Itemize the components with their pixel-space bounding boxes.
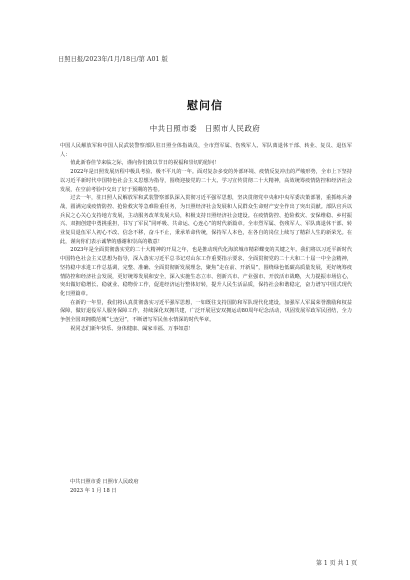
letter-sender: 中共日照市委 日照市人民政府 [149, 124, 261, 133]
letter-body [60, 142, 352, 333]
signature-date: 2023 年 1 月 18 日 [70, 487, 117, 494]
greeting-paragraph: 值此新春佳节来临之际，谨向你们致以节日的祝福和崇切的慰问！ [70, 160, 220, 167]
body-paragraph: 2022年是日照发展历程中极具考验、极不平凡的一年。面对复杂多变的外部环境、疫情反复冲击的严峻形势，全市上下坚持以习近平新时代中国特色社会主义思想为指导，围绕迎接党的二十大、学习宣传贯彻二十大精神，高效统筹疫情防控和经济社会发展，在空前考验中交出了好于预期的答卷。 [60, 169, 352, 193]
salutation-paragraph: 中国人民解放军和中国人民武装警察部队驻日照全体指战员，全市烈军属、伤残军人、军队离退休干部、转业、复员、退伍军人： [60, 143, 352, 158]
signature-sender: 中共日照市委 日照市人民政府 [70, 479, 139, 485]
page-number: 第 1 页 共 1 页 [316, 560, 358, 567]
letter-title: 慰问信 [187, 99, 223, 112]
newspaper-source-line: 日照日报/2023年/1月/18日/第 A01 版 [58, 56, 168, 63]
body-paragraph: 在新的一年里，我们将认真贯彻落实习近平强军思想，一如既往支持国防和军队现代化建设，加强军人军属荣誉激励和权益保障，做好退役军人服务保障工作，持续深化双拥共建，广泛开展冠安双拥运动80周年纪念活动，巩固发展军政军民团结，全力争创全国双拥模范城“七连冠”，不断谱写军民鱼水情深的时代华章。 [60, 299, 352, 324]
body-paragraph: 2023年是全面贯彻落实党的二十大精神的开局之年，也是推动现代化海滨城市精彩蝶变的关键之年。我们将以习近平新时代中国特色社会主义思想为指导，深入落实习近平总书记对山东工作重要指示要求，全面贯彻党的二十大和二十届一中全会精神，坚持稳中求进工作总基调，完整、准确、全面贯彻新发展理念，聚焦“走在前、开新局”，围绕绿色低碳高质量发展，更好统筹疫情防控和经济社会发展，更好统筹发展和安全，深入实施生态立市、创新兴市、产业强市、开放活市战略，大力提振市场信心，突出做好稳增长、稳就业、稳物价工作，促进经济运行整体好转，提升人民生活品质，保持社会和谐稳定，奋力谱写中国式现代化日照篇章。 [60, 247, 352, 297]
wishes-paragraph: 祝同志们新年快乐、身体健康、阖家幸福、万事如意！ [70, 325, 194, 332]
body-paragraph: 过去一年，驻日照人民解放军和武装警察部队深入贯彻习近平强军思想，坚决贯彻党中央和中央军委决策部署，重抓练兵备战，圆满完成疫情防控、抢险救灾等急难险重任务，为日照经济社会发展和人民群众生命财产安全作出了突出贡献。部队官兵以兵民之心关心支持地方发展，主动服务改革发展大局，积极支持日照经济社会建设。在疫情防控、抢险救灾、安保维稳、乡村振兴、双拥创建中勇挑重担，书写了军民“同呼吸、共命运、心连心”的时代新篇章。全市烈军属、伤残军人、军队离退休干部、转业复员退伍军人初心不改、信念不移，奋斗不止，秉承革命传统，保持军人本色，在各自的岗位上续写了精彩人生的新荣光。在此，谨向你们表示诚挚的感谢和崇高的敬意！ [60, 195, 352, 245]
signature-block [70, 478, 138, 495]
